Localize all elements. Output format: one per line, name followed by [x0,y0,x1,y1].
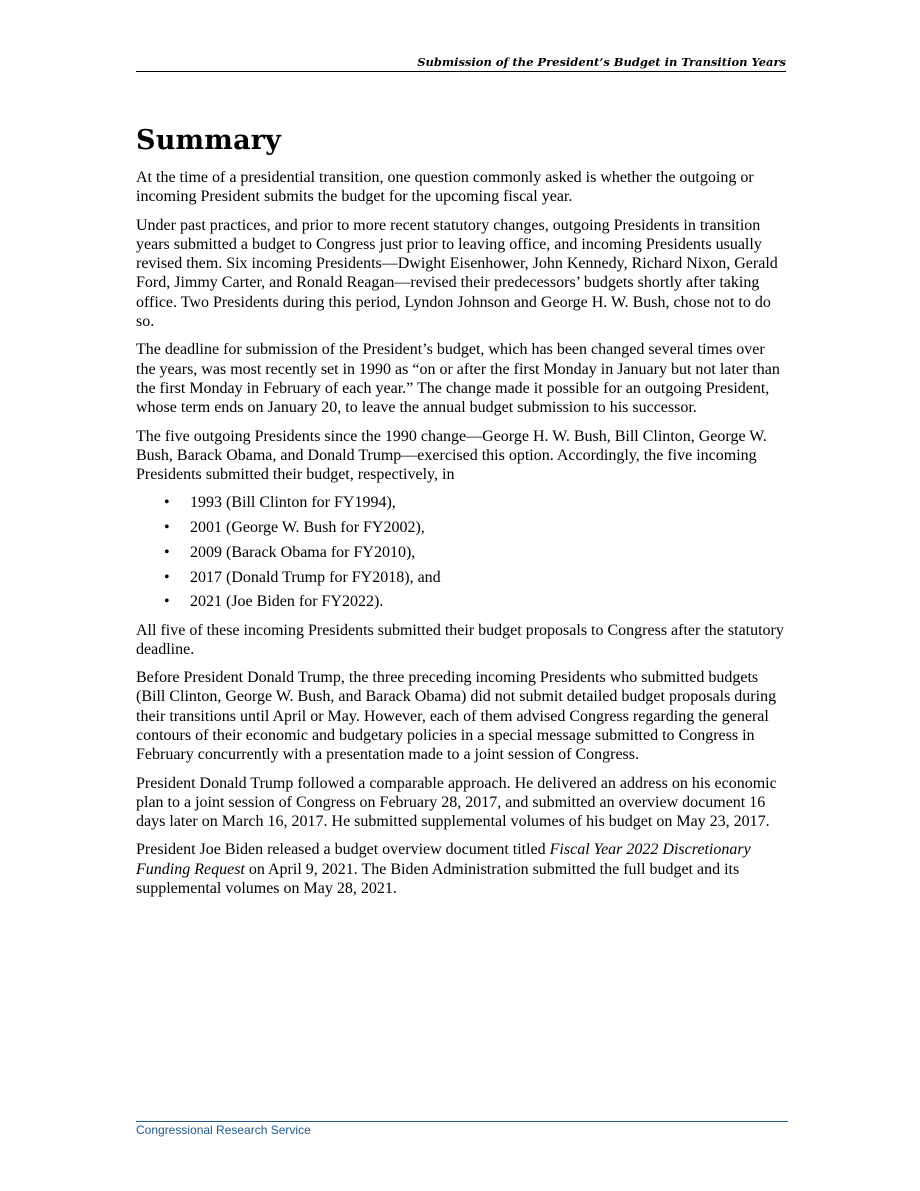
running-header: Submission of the President’s Budget in Transition Years [136,55,786,72]
paragraph-after-deadline: All five of these incoming Presidents submitted their budget proposals to Congress after the statutory deadline. [136,621,784,658]
paragraph-biden-budget [136,840,788,898]
paragraph-trump-approach: President Donald Trump followed a comparable approach. He delivered an address on his economic plan to a joint session of Congress on February 28, 2017, and submitted an overview document 16 days later on March 16, 2017. He submitted supplemental volumes of his budget on May 23, 2017. [136,774,777,831]
document-title-italic: Fiscal Year 2022 Discretionary Funding Request [136,841,751,878]
list-item [136,518,788,537]
bullet-icon: • [164,519,170,537]
paragraph-outgoing-presidents: The five outgoing Presidents since the 1990 change—George H. W. Bush, Bill Clinton, George W. Bush, Barack Obama, and Donald Trump—exercised this option. Accordingly, the five incoming Presidents submitted their budget, respectively, in [136,427,767,484]
list-item [136,543,788,562]
biden-text-after: on April 9, 2021. The Biden Administration submitted the full budget and its supplemental volumes on May 28, 2021. [136,860,740,898]
budget-years-list [136,493,788,611]
list-item-text: 2009 (Barack Obama for FY2010), [190,543,416,561]
paragraph-preceding-presidents: Before President Donald Trump, the three preceding incoming Presidents who submitted budgets (Bill Clinton, George W. Bush, and Barack Obama) did not submit detailed budget proposals during their transitions until April or May. However, each of them advised Congress regarding the general contours of their economic and budgetary policies in a special message submitted to Congress in February concurrently with a presentation made to a joint session of Congress. [136,669,777,764]
biden-text-before: President Joe Biden released a budget overview document titled [136,841,550,859]
list-item-text: 2001 (George W. Bush for FY2002), [190,519,425,537]
list-item-text: 2021 (Joe Biden for FY2022). [190,593,384,611]
page-content [136,124,788,907]
paragraph-deadline: The deadline for submission of the President’s budget, which has been changed several times over the years, was most recently set in 1990 as “on or after the first Monday in January but not later than the first Monday in February of each year.” The change made it possible for an outgoing President, whose term ends on January 20, to leave the annual budget submission to his successor. [136,341,780,417]
page-title: Summary [136,125,282,156]
paragraph-past-practices: Under past practices, and prior to more recent statutory changes, outgoing Presidents in transition years submitted a budget to Congress just prior to leaving office, and incoming Presidents usually revised them. Six incoming Presidents—Dwight Eisenhower, John Kennedy, Richard Nixon, Gerald Ford, Jimmy Carter, and Ronald Reagan—revised their predecessors’ budgets shortly after taking office. Two Presidents during this period, Lyndon Johnson and George H. W. Bush, chose not to do so. [136,216,778,331]
list-item-text: 1993 (Bill Clinton for FY1994), [190,494,396,512]
paragraph-transition-question: At the time of a presidential transition, one question commonly asked is whether the outgoing or incoming President submits the budget for the upcoming fiscal year. [136,169,754,206]
footer-divider [136,1121,788,1122]
bullet-icon: • [164,568,170,586]
bullet-icon: • [164,543,170,561]
list-item [136,493,788,512]
bullet-icon: • [164,494,170,512]
footer-source: Congressional Research Service [136,1123,311,1137]
bullet-icon: • [164,593,170,611]
list-item [136,568,788,587]
list-item [136,592,788,611]
list-item-text: 2017 (Donald Trump for FY2018), and [190,568,441,586]
